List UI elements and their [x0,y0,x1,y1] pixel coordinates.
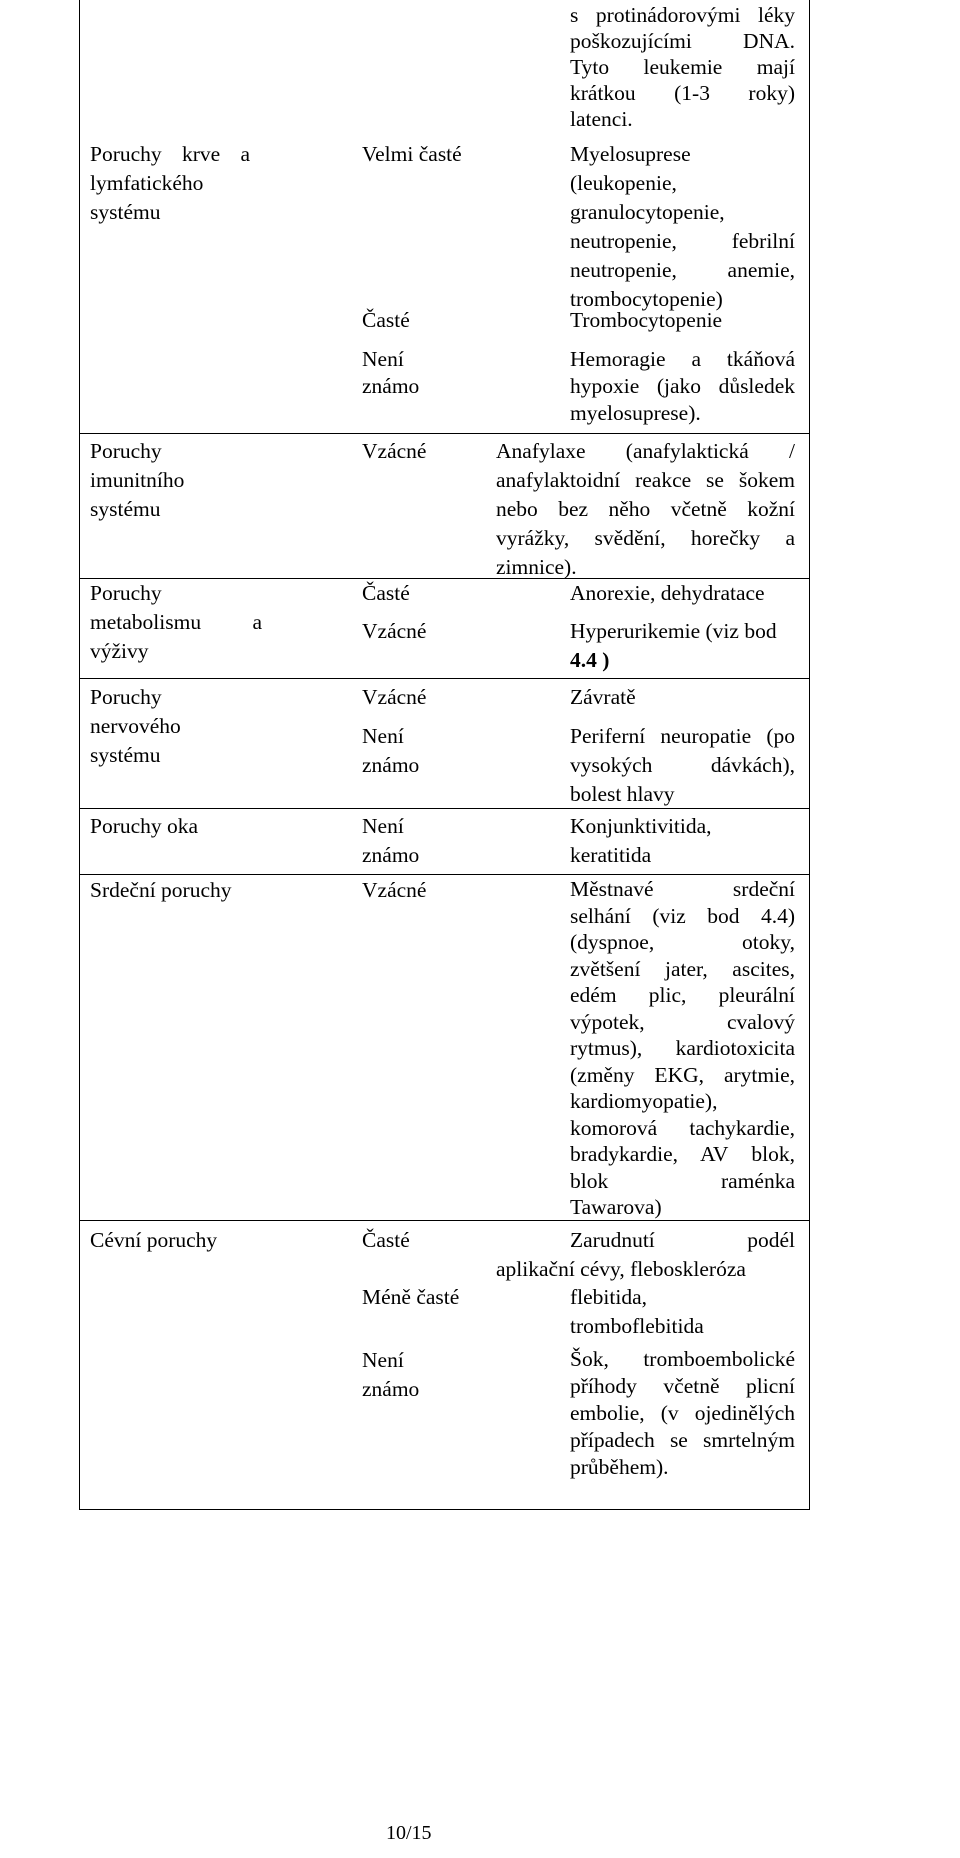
effect-krev-myelosuprese: Myelosuprese (leukopenie, granulocytopenie, neutropenie, febrilní neutropenie, anemie, trombocytopenie) [570,142,795,311]
freq-krev-neni-znamo: Není známo [362,347,420,398]
table-right-border [809,0,810,1510]
freq-imunita: Vzácné [362,439,427,463]
organ-imunita: Poruchy imunitního systému [90,439,185,521]
effect-cevy-flebitida: flebitida, tromboflebitida [570,1285,704,1338]
table-bottom-border [79,1509,810,1510]
effect-nervy-neuropatie: Periferní neuropatie (po vysokých dávkách), bolest hlavy [570,724,795,806]
effect-krev-trombocytopenie: Trombocytopenie [570,308,723,332]
freq-cevy-neni-znamo: Není známo [362,1348,420,1401]
effect-nervy-zavrate: Závratě [570,685,636,709]
organ-metabolismus: Poruchy metabolismu a výživy [90,581,262,663]
freq-krev-caste: Časté [362,308,410,332]
freq-metabolismus-caste: Časté [362,581,410,605]
effect-metabolismus-hyperurikemie: Hyperurikemie (viz bod 4.4 ) [570,619,777,672]
organ-srdce: Srdeční poruchy [90,878,232,902]
organ-oko: Poruchy oka [90,814,199,838]
freq-srdce: Vzácné [362,878,427,902]
table-left-border [79,0,80,1510]
effect-cevy-zarudnuti: Zarudnutí podél aplikační cévy, fleboskleróza [496,1228,795,1281]
page-number: 10/15 [386,1822,432,1844]
freq-metabolismus-vzacne: Vzácné [362,619,427,643]
effect-krev-continued: s protinádorovými léky poškozujícími DNA. Tyto leukemie mají krátkou (1-3 roky) latenci. [570,3,795,131]
organ-nervy: Poruchy nervového systému [90,685,181,767]
effect-oko: Konjunktivitida, keratitida [570,814,712,867]
freq-oko: Není známo [362,814,420,867]
freq-cevy-mene-caste: Méně časté [362,1285,460,1309]
effect-metabolismus-anorexie: Anorexie, dehydratace [570,581,765,605]
row-divider-nervy [79,678,810,679]
organ-cevy: Cévní poruchy [90,1228,218,1252]
organ-krev: Poruchy krve a lymfatického systému [90,142,250,224]
row-divider-imunita [79,433,810,434]
effect-cevy-sok: Šok, tromboembolické příhody včetně plicní embolie, (v ojedinělých případech se smrtelným průběhem). [570,1347,795,1479]
freq-cevy-caste: Časté [362,1228,410,1252]
freq-nervy-vzacne: Vzácné [362,685,427,709]
freq-krev-velmi-caste: Velmi časté [362,142,462,166]
freq-nervy-neni-znamo: Není známo [362,724,420,777]
effect-srdce: Městnavé srdeční selhání (viz bod 4.4) (dyspnoe, otoky, zvětšení jater, ascites, edém plic, pleurální výpotek, cvalový rytmus), kardiotoxicita (změny EKG, arytmie, kardiomyopatie), komorová tachykardie, bradykardie, AV blok, blok raménka Tawarova) [570,877,795,1219]
row-divider-srdce [79,874,810,875]
effect-krev-hemoragie: Hemoragie a tkáňová hypoxie (jako důsledek myelosuprese). [570,347,795,425]
effect-imunita: Anafylaxe (anafylaktická / anafylaktoidní reakce se šokem nebo bez něho včetně kožní vyrážky, svědění, horečky a zimnice). [496,439,795,579]
